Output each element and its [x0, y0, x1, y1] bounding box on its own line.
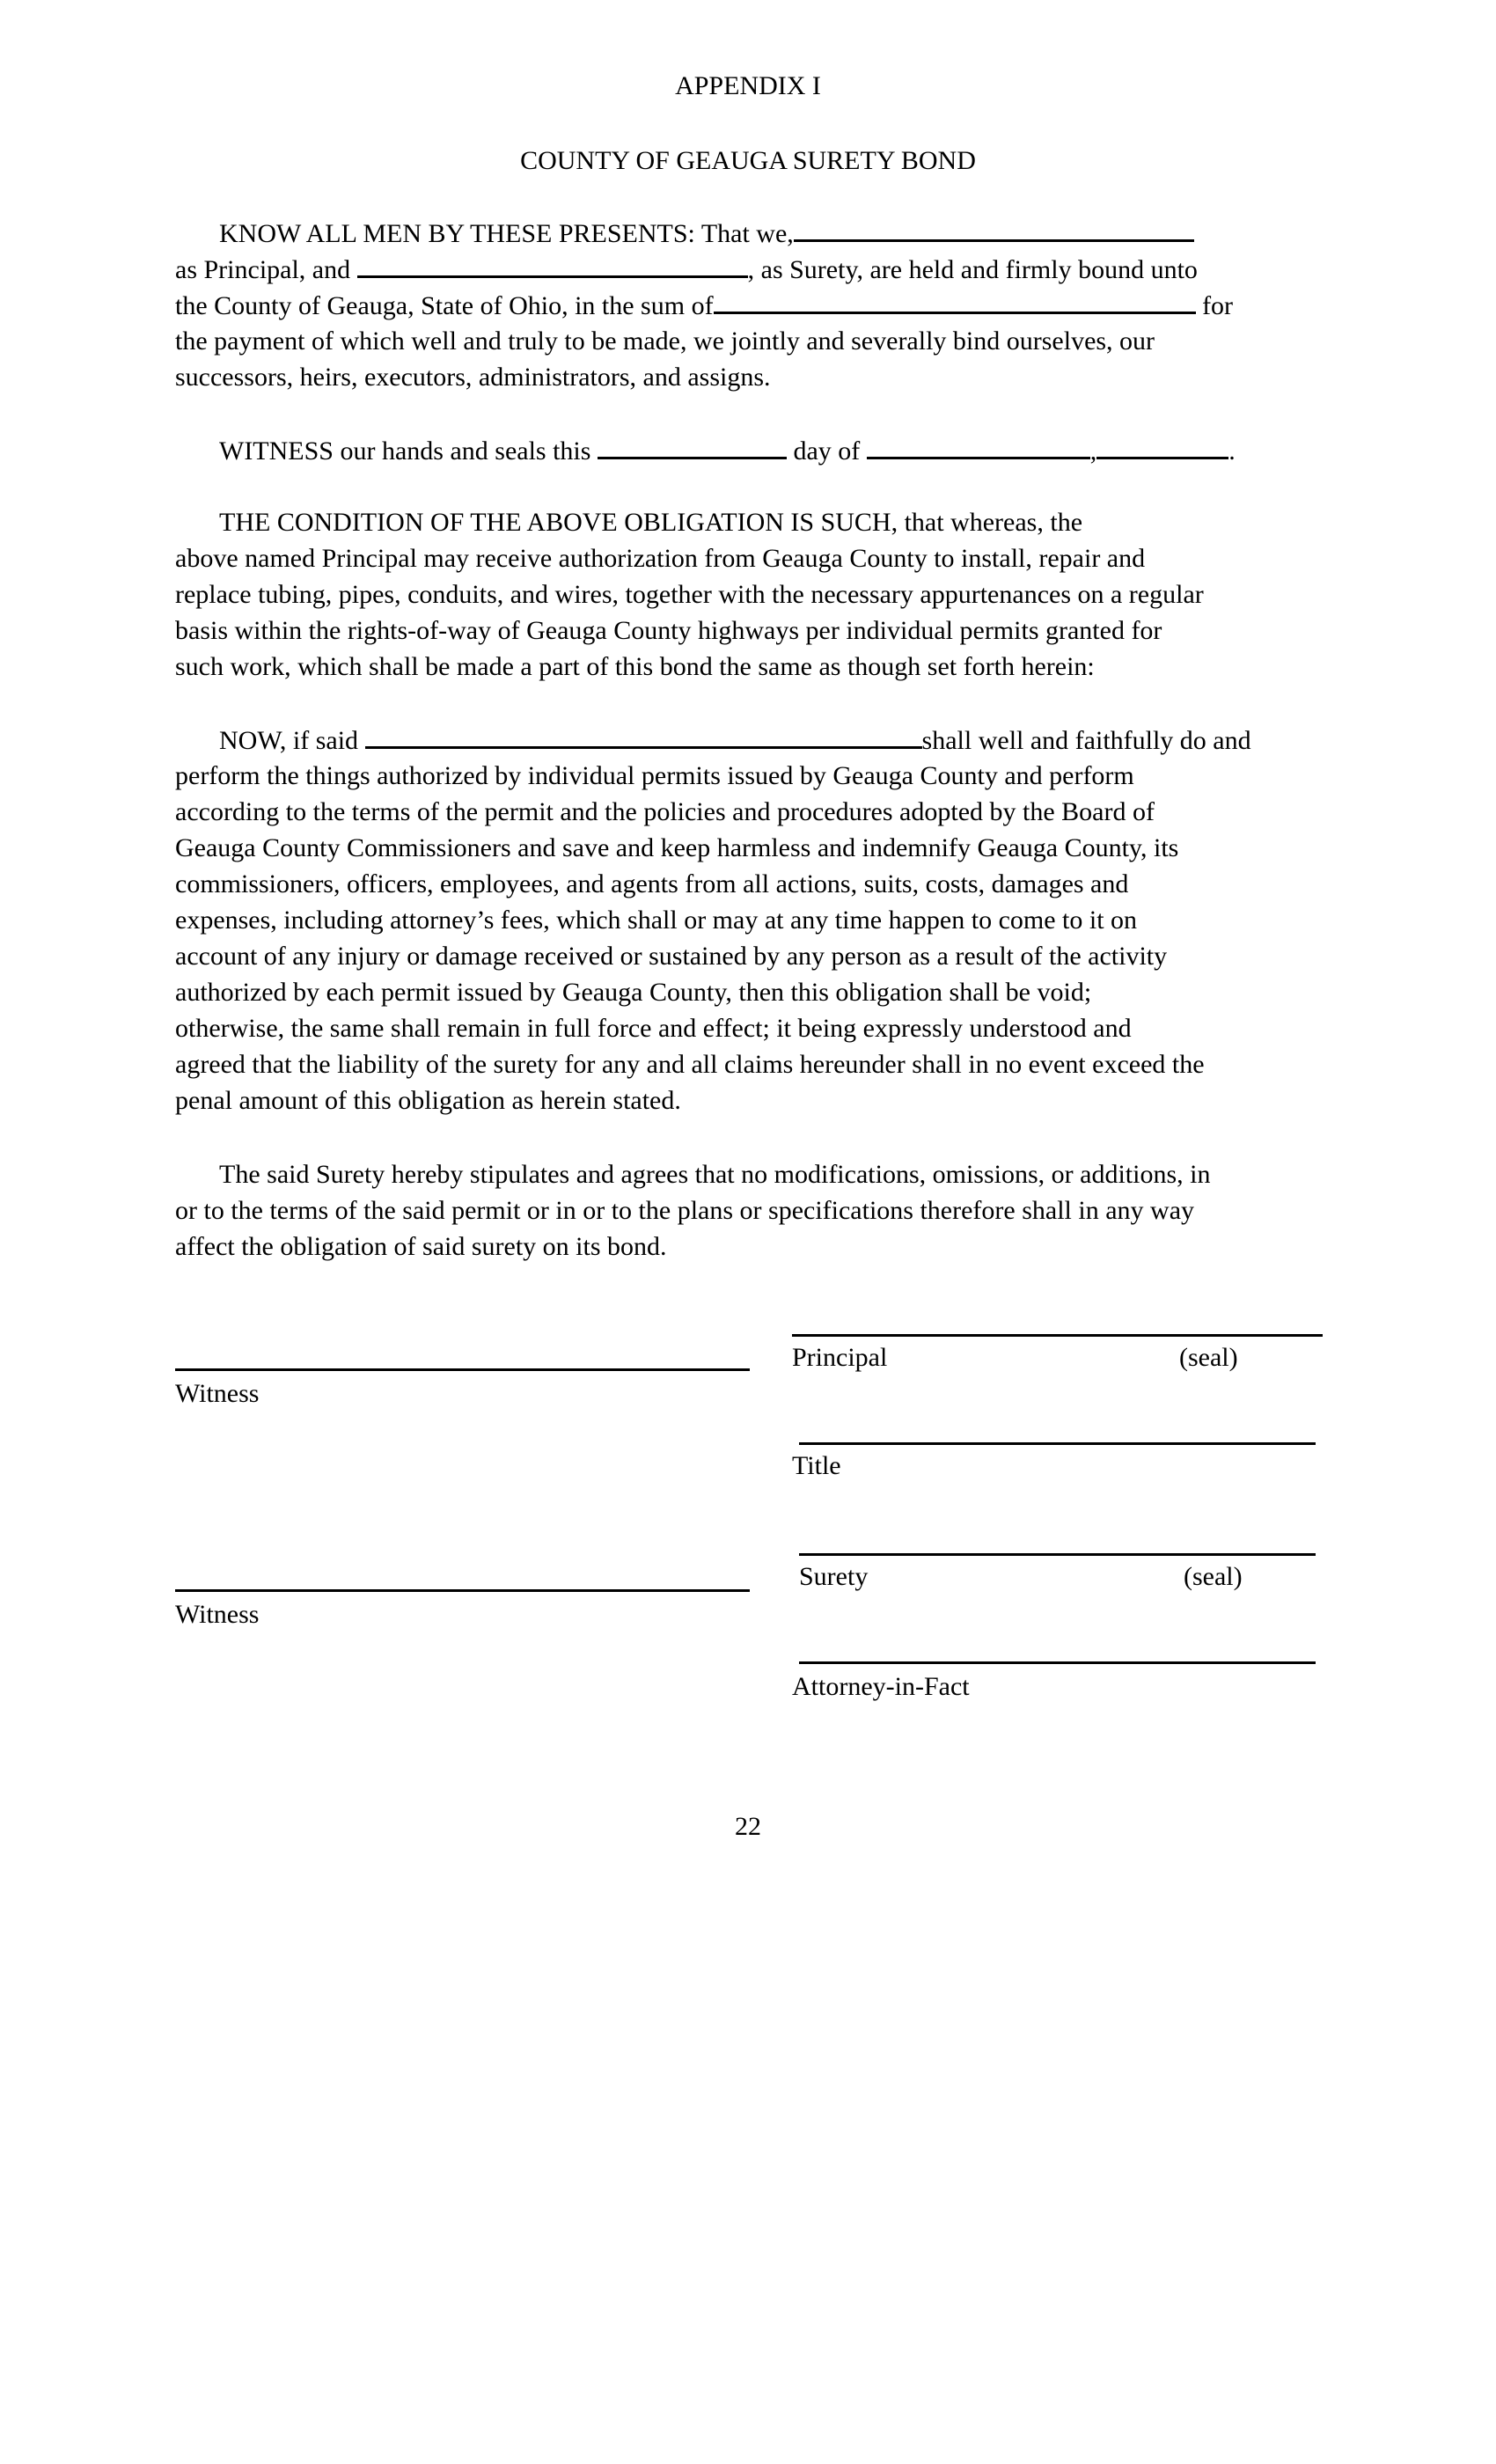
surety-name-blank[interactable] [357, 251, 748, 278]
seal-label: (seal) [1179, 1343, 1238, 1372]
text: according to the terms of the permit and the policies and procedures adopted by the Board of [175, 797, 1155, 826]
text: otherwise, the same shall remain in full force and effect; it being expressly understood and [175, 1014, 1132, 1043]
text: Geauga County Commissioners and save and keep harmless and indemnify Geauga County, its [175, 833, 1179, 862]
witness-1-signature-line[interactable] [175, 1368, 750, 1371]
year-blank[interactable] [1096, 432, 1228, 459]
text: account of any injury or damage received or sustained by any person as a result of the activity [175, 942, 1168, 971]
month-blank[interactable] [867, 432, 1090, 459]
text: replace tubing, pipes, conduits, and wires, together with the necessary appurtenances on a regular [175, 580, 1204, 609]
witness-date-line [175, 432, 1337, 468]
appendix-heading: APPENDIX I [675, 71, 821, 100]
text: . [1228, 436, 1236, 466]
text: KNOW ALL MEN BY THESE PRESENTS: That we, [219, 219, 794, 248]
text: day of [786, 436, 867, 466]
text: NOW, if said [219, 726, 365, 755]
surety-signature-line[interactable] [799, 1553, 1316, 1556]
document-title: COUNTY OF GEAUGA SURETY BOND [520, 146, 976, 175]
text: commissioners, officers, employees, and agents from all actions, suits, costs, damages and [175, 869, 1129, 898]
principal-blank[interactable] [365, 722, 922, 749]
text: THE CONDITION OF THE ABOVE OBLIGATION IS SUCH, that whereas, the [219, 508, 1083, 537]
principal-label: Principal [792, 1343, 888, 1372]
condition-paragraph [175, 504, 1337, 685]
seal-label: (seal) [1184, 1562, 1243, 1591]
text: basis within the rights-of-way of Geauga County highways per individual permits granted for [175, 616, 1162, 645]
principal-name-blank[interactable] [794, 215, 1194, 242]
text: above named Principal may receive authorization from Geauga County to install, repair and [175, 544, 1146, 573]
text: the payment of which well and truly to be made, we jointly and severally bind ourselves, our [175, 326, 1155, 356]
text: shall well and faithfully do and [921, 726, 1251, 755]
obligation-paragraph [175, 215, 1337, 395]
attorney-in-fact-label: Attorney-in-Fact [792, 1672, 970, 1701]
witness-2-label: Witness [175, 1600, 260, 1629]
attorney-in-fact-line[interactable] [799, 1661, 1316, 1664]
text: the County of Geauga, State of Ohio, in the sum of [175, 291, 714, 320]
now-paragraph [175, 722, 1337, 1118]
text: penal amount of this obligation as herein stated. [175, 1086, 681, 1115]
text: The said Surety hereby stipulates and agrees that no modifications, omissions, or additions, in [219, 1160, 1211, 1189]
text: perform the things authorized by individual permits issued by Geauga County and perform [175, 761, 1134, 790]
text: successors, heirs, executors, administrators, and assigns. [175, 363, 771, 392]
surety-label: Surety [799, 1562, 869, 1591]
witness-2-signature-line[interactable] [175, 1589, 750, 1592]
text: such work, which shall be made a part of this bond the same as though set forth herein: [175, 652, 1095, 681]
text: expenses, including attorney’s fees, which shall or may at any time happen to come to it on [175, 906, 1138, 935]
title-line[interactable] [799, 1442, 1316, 1445]
text: affect the obligation of said surety on its bond. [175, 1232, 667, 1261]
witness-1-label: Witness [175, 1379, 260, 1408]
surety-paragraph [175, 1156, 1337, 1265]
day-blank[interactable] [598, 432, 787, 459]
bond-sum-blank[interactable] [714, 287, 1196, 314]
text: WITNESS our hands and seals this [219, 436, 598, 466]
text: or to the terms of the said permit or in or to the plans or specifications therefore shall in any way [175, 1196, 1195, 1225]
text: agreed that the liability of the surety for any and all claims hereunder shall in no event exceed the [175, 1050, 1205, 1079]
title-label: Title [792, 1451, 841, 1480]
text: for [1195, 291, 1234, 320]
text: , as Surety, are held and firmly bound unto [747, 255, 1198, 284]
principal-signature-line[interactable] [792, 1334, 1323, 1337]
text: authorized by each permit issued by Geauga County, then this obligation shall be void; [175, 978, 1092, 1007]
text: , [1089, 436, 1097, 466]
text: as Principal, and [175, 255, 357, 284]
page-number: 22 [735, 1812, 761, 1841]
